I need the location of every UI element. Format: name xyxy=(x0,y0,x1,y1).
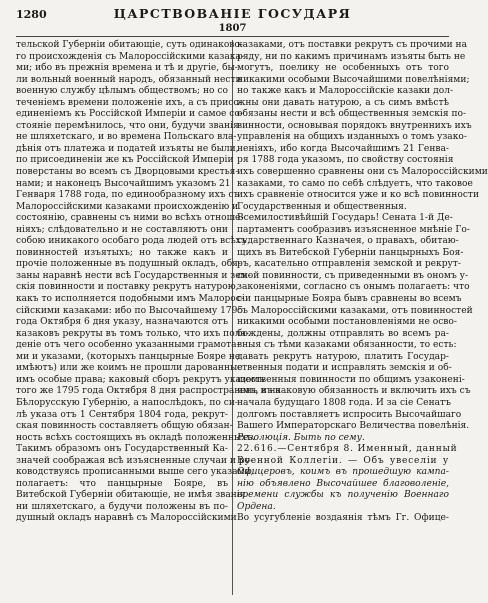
text-line: 22.616.—Сентября 8. Именный, данный xyxy=(237,444,458,455)
text-line: ни шляхетскаго, а будучи положены въ по- xyxy=(16,501,228,512)
text-line: ря 1788 года указомъ, по свойству состоянія xyxy=(237,155,454,166)
text-line: обязаны нести и всѣ общественныя земскія по- xyxy=(237,109,467,120)
text-line: Всемилостивѣйшій Государь! Сената 1-й Де- xyxy=(237,213,453,224)
text-line: ніяхъ; слѣдовательно и не составляютъ они xyxy=(16,224,228,235)
text-line: сударственнаго Казначея, о правахъ, обитаю- xyxy=(237,236,459,247)
text-line: казаковъ рекруты въ томъ только, что ихъ пола- xyxy=(16,328,249,339)
text-line: но также какъ и Малороссійскіе казаки дол- xyxy=(237,86,454,97)
text-line: Малороссійскими казаками происхожденію и xyxy=(16,201,239,212)
text-line: управленія на общихъ изданныхъ о томъ узако- xyxy=(237,132,467,143)
text-line: законеніями, согласно съ онымъ полагаетъ: что xyxy=(237,282,470,293)
text-line: казаками, то само по себѣ слѣдуетъ, что таковое xyxy=(237,178,473,189)
text-line: ли вольный военный народъ, обязанный нести xyxy=(16,74,242,85)
text-line: имъ особые права; каковый сборъ рекрутъ указомъ xyxy=(16,374,265,385)
text-line: могутъ, поелику не особенныхъ отъ того xyxy=(237,63,449,74)
text-line: стояніе перемѣнилось, что они, будучи званія xyxy=(16,120,239,131)
text-line: лѣ указа отъ 1 Сентября 1804 года, рекрут- xyxy=(16,409,228,420)
page-title: ЦАРСТВОВАНІЕ ГОСУДАРЯ xyxy=(113,6,352,21)
text-line: какъ то исполняется подобными имъ Малорос- xyxy=(16,294,244,305)
text-line: Бѣлорусскую Губернію, а напослѣдокъ, по си- xyxy=(16,397,238,408)
text-line: Ордена. xyxy=(237,501,276,512)
text-line: по присоединеніи же къ Россійской Имперіи xyxy=(16,155,234,166)
text-line: ми; ибо въ прежнія времена и тѣ и другіе, бы- xyxy=(16,63,238,74)
text-line: ямъ, въ каковую обязанность и включить ихъ съ xyxy=(237,386,471,397)
text-line: года Октября 6 дня указу, назначаются отъ xyxy=(16,317,228,328)
text-line: повинностей изъятыхъ; но также какъ и xyxy=(16,247,228,258)
text-line: начала будущаго 1808 года. И за сіе Сенатъ xyxy=(237,397,451,408)
text-line: Военной Коллегіи. — Объ увеселіи у xyxy=(237,455,449,466)
text-line: Резолюція. Быть по сему. xyxy=(237,432,365,443)
text-line: дѣнія отъ платежа и податей изъяты не были, xyxy=(16,143,239,154)
text-line: Такимъ образомъ онъ Государственный Ка- xyxy=(16,444,228,455)
text-line: сіи панцырные Бояра бывъ сравнены во всемъ xyxy=(237,294,462,305)
text-line: го происхожденія съ Малороссійскими казака- xyxy=(16,51,244,62)
text-line: ихъ сравненіе относится уже и ко всѣ повинности xyxy=(237,190,480,201)
page-number: 1280 xyxy=(16,8,47,21)
text-line: ская повинность составляетъ общую обязан- xyxy=(16,421,233,432)
text-line: ственныя подати и исправлять земскія и об- xyxy=(237,363,452,374)
text-line: нами; и наконецъ Высочайшимъ указомъ 21 xyxy=(16,178,231,189)
text-line: того же 1795 года Октября 8 дня распространенъ и на xyxy=(16,386,281,397)
text-line: прочіе положенные въ подушный окладъ, обя- xyxy=(16,259,241,270)
right-column xyxy=(237,40,488,525)
text-line: никакими особыми Высочайшими повелѣніями; xyxy=(237,74,470,85)
text-line: ность всѣхъ состоящихъ въ окладѣ положенныхъ. xyxy=(16,432,256,443)
text-line: Офицеровъ, коимъ въ прошедшую кампа- xyxy=(237,467,449,478)
text-line: казаками, отъ поставки рекрутъ съ прочими на xyxy=(237,40,467,50)
text-line: Витебской Губерніи обитающіе, не имѣя званія xyxy=(16,490,246,501)
text-line: Вашего Императорскаго Величества повелѣнія. xyxy=(237,421,470,432)
text-line: ской повинности, съ приведенными въ ономъ у- xyxy=(237,270,469,281)
text-line: ми и указами, (которыхъ панцырные Бояре не xyxy=(16,351,241,362)
text-line: состоянію, сравнены съ ними во всѣхъ отноше- xyxy=(16,213,244,224)
text-line: Во усугубленіе воздаянія тѣмъ Гг. Офице- xyxy=(237,513,449,524)
text-line: ихъ совершенно сравнены они съ Малороссійскими xyxy=(237,167,488,178)
text-line: поверстаны во всемъ съ Дворцовыми крестья- xyxy=(16,167,239,178)
text-line: вныя съ тѣми казаками обязанности, то есть: xyxy=(237,340,457,351)
text-line: тельской Губерніи обитающіе, суть одинаково- xyxy=(16,40,243,50)
text-line: долгомъ поставляетъ испросить Высочайшаго xyxy=(237,409,462,420)
text-line: партаментъ сообразивъ изъясненное мнѣніе Го- xyxy=(237,224,470,235)
text-line: щественныя повинности по общимъ узаконені- xyxy=(237,374,465,385)
text-line: заны наравнѣ нести всѣ Государственныя и зем- xyxy=(16,270,251,281)
text-line: полагаетъ: что панцырные Бояре, въ xyxy=(16,478,228,489)
text-line: единеніемъ къ Россійской Имперіи и самое со- xyxy=(16,109,243,120)
text-line: теченіемъ времени положеніе ихъ, а съ присо- xyxy=(16,97,242,108)
text-line: ряду, ни по какимъ причинамъ изъяты быть не xyxy=(237,51,466,62)
page-year: 1807 xyxy=(218,23,247,34)
text-line: Государственныя и общественныя. xyxy=(237,201,407,212)
text-line: давать рекрутъ натурою, платить Государ- xyxy=(237,351,449,362)
header-rule xyxy=(16,36,449,37)
text-line: неніяхъ, ибо когда Высочайшимъ 21 Генва- xyxy=(237,143,449,154)
text-line: нію объявлено Высочайшее благоволеніе, xyxy=(237,478,449,489)
text-line: душный окладъ наравнѣ съ Малороссійскими xyxy=(16,513,237,524)
text-line: имѣютъ) или же коимъ не прошли дарованные xyxy=(16,363,243,374)
text-line: военную службу цѣлымъ обществомъ; но со xyxy=(16,86,228,97)
text-line: скія повинности и поставку рекрутъ натурою, xyxy=(16,282,239,293)
text-line: значей соображая всѣ изъясненные случаи и ру- xyxy=(16,455,254,466)
text-line: не шляхетскаго, и во времена Польскаго вла- xyxy=(16,132,237,143)
text-line: деніе отъ чего особенно указанными грамота- xyxy=(16,340,240,351)
text-line: щихъ въ Витебской Губерніи панцырныхъ Боя- xyxy=(237,247,464,258)
text-line: съ Малороссійскими казаками, отъ повинностей xyxy=(237,305,473,316)
text-line: Генваря 1788 года, по единообразному ихъ съ xyxy=(16,190,240,201)
text-line: собою иникакого особаго рода людей отъ всѣхъ xyxy=(16,236,247,247)
text-line: сійскими казаками: ибо по Высочайшему 1795 xyxy=(16,305,244,316)
text-line: никакими особыми постановленіями не осво- xyxy=(237,317,457,328)
text-line: бождены, должны отправлять во всемъ ра- xyxy=(237,328,449,339)
text-line: ръ, касательно отправленія земской и рекрут- xyxy=(237,259,461,270)
text-line: жны они давать натурою, а съ симъ вмѣстѣ xyxy=(237,97,449,108)
text-line: времени службы къ полученію Военнаго xyxy=(237,490,449,501)
text-line: ководствуясь прописанными выше сего указами, xyxy=(16,467,254,478)
text-line: винности, основывая порядокъ внутреннихъ ихъ xyxy=(237,120,472,131)
